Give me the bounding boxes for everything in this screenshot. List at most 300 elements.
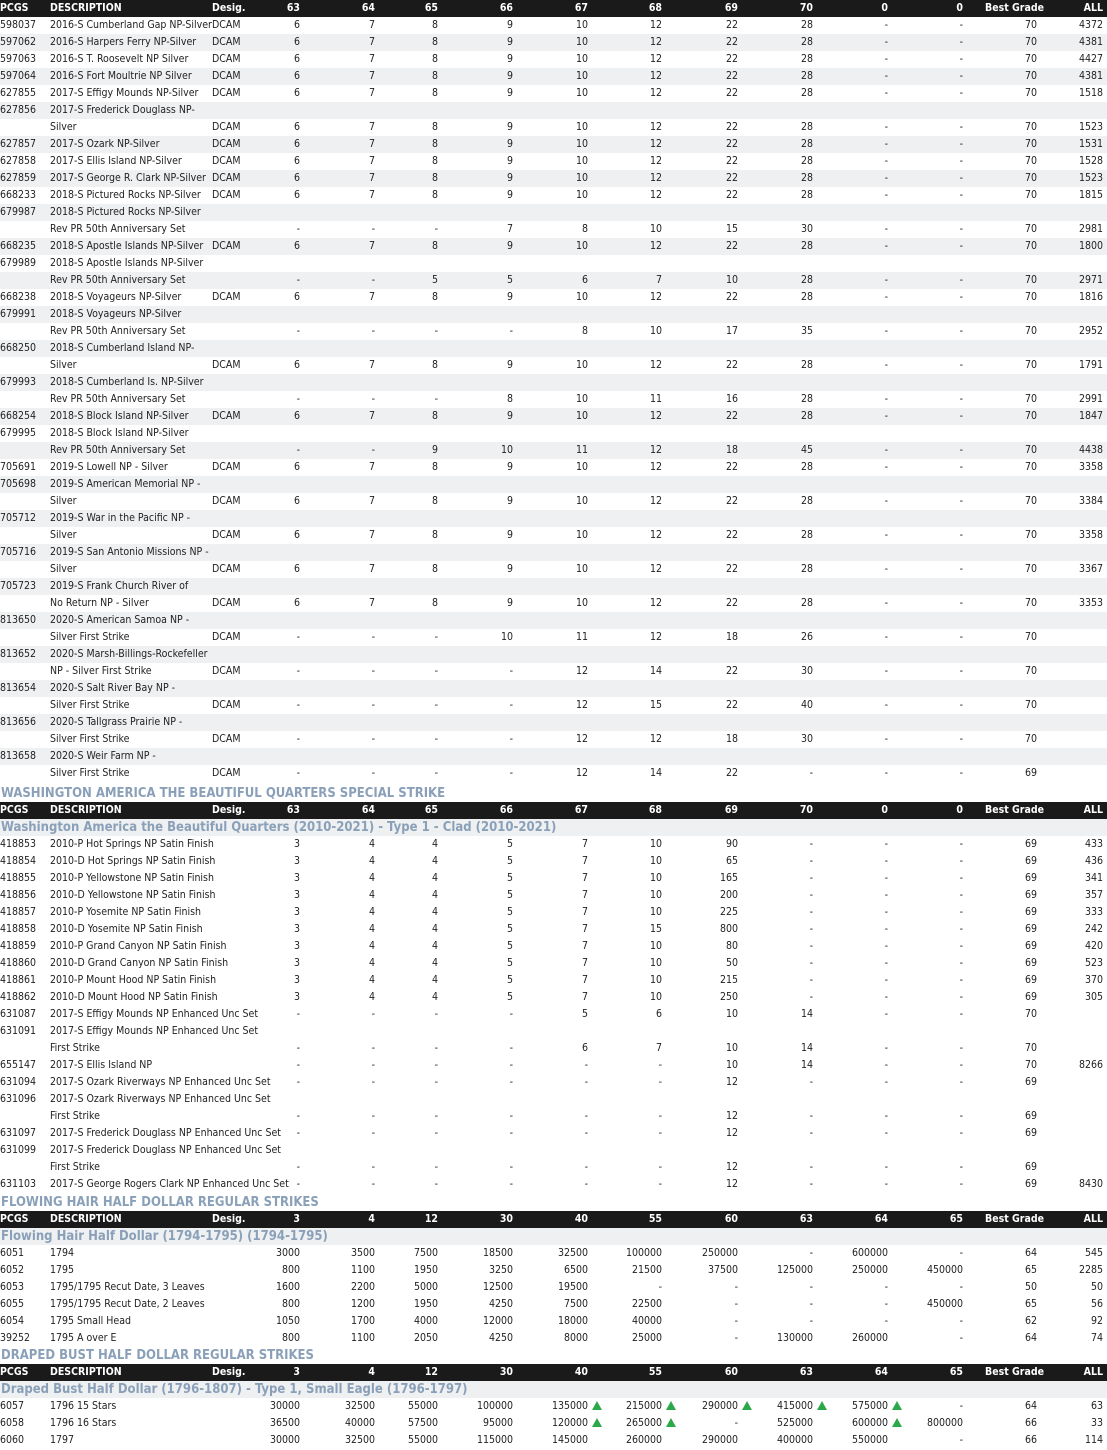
cell-text: 9 [506, 189, 513, 201]
grade-price [838, 68, 888, 85]
grade-price [325, 221, 375, 238]
grade-price [463, 1296, 513, 1313]
cell-text: 800 [281, 1264, 300, 1276]
grade-price [612, 221, 662, 238]
grade-price [763, 34, 813, 51]
cell-text: - [296, 325, 300, 337]
grade-price [463, 459, 513, 476]
pcgs-number [0, 408, 50, 425]
cell-text: 7 [368, 597, 375, 609]
column-header: ALL [1083, 2, 1103, 14]
grade-price [538, 1245, 588, 1262]
section-subtitle: Washington America the Beautiful Quarters (2010-2021) - Type 1 - Clad (2010-2021) [0, 819, 1107, 836]
population-all [1045, 921, 1103, 938]
cell-text: - [959, 36, 963, 48]
cell-text: 22 [725, 36, 738, 48]
grade-price [388, 1074, 438, 1091]
cell-text: 2018-S Voyageurs NP-Silver [50, 291, 182, 303]
cell-text: 5 [506, 940, 513, 952]
cell-text: 10 [575, 53, 588, 65]
cell-text: 8 [431, 155, 438, 167]
grade-price [250, 870, 300, 887]
cell-text: - [884, 461, 888, 473]
grade-price [688, 904, 738, 921]
column-header: 12 [424, 1366, 438, 1378]
cell-text: - [959, 274, 963, 286]
grade-price [463, 357, 513, 374]
grade-price [463, 870, 513, 887]
grade-price [388, 170, 438, 187]
cell-text: - [809, 923, 813, 935]
grade-price [388, 493, 438, 510]
table-row [0, 238, 1107, 255]
grade-price [838, 1330, 888, 1347]
best-grade [985, 221, 1037, 238]
population-all [1045, 989, 1103, 1006]
cell-text: 9 [506, 240, 513, 252]
cell-text: 600000 [851, 1247, 888, 1259]
column-header: 3 [293, 1366, 300, 1378]
grade-price [692, 1398, 760, 1415]
grade-price [325, 323, 375, 340]
cell-text: 5 [506, 974, 513, 986]
cell-text: - [959, 461, 963, 473]
best-grade [985, 357, 1037, 374]
grade-price [250, 595, 300, 612]
cell-text: 12 [649, 172, 662, 184]
grade-price [688, 1108, 738, 1125]
cell-text: - [959, 597, 963, 609]
cell-text: 12 [649, 529, 662, 541]
best-grade [985, 1125, 1037, 1142]
cell-text: - [959, 733, 963, 745]
cell-text: 32500 [344, 1400, 375, 1412]
grade-price [463, 1159, 513, 1176]
cell-text: 22 [725, 665, 738, 677]
grade-price [688, 1245, 738, 1262]
column-header: 63 [799, 1366, 813, 1378]
cell-text: 6 [293, 597, 300, 609]
cell-text: 12 [575, 699, 588, 711]
grade-price [838, 408, 888, 425]
grade-price [763, 170, 813, 187]
table-row [0, 459, 1107, 476]
cell-text: 10 [575, 410, 588, 422]
column-header: DESCRIPTION [50, 804, 122, 816]
cell-text: 12 [649, 19, 662, 31]
pcgs-number [0, 425, 50, 442]
cell-text: - [371, 1178, 375, 1190]
cell-text: 22 [725, 87, 738, 99]
grade-price [325, 1296, 375, 1313]
pcgs-number [0, 1262, 50, 1279]
cell-text: - [884, 495, 888, 507]
grade-price [325, 17, 375, 34]
cell-text: - [959, 1059, 963, 1071]
coin-description [50, 1074, 280, 1091]
cell-text: - [959, 495, 963, 507]
coin-description [50, 1279, 280, 1296]
grade-price [463, 323, 513, 340]
grade-price [842, 1398, 910, 1415]
column-header: 66 [499, 804, 513, 816]
cell-text: 6 [293, 121, 300, 133]
column-header: Best Grade [985, 2, 1044, 14]
cell-text: 2020-S Tallgrass Prairie NP - [50, 716, 183, 728]
cell-text: 74 [1090, 1332, 1103, 1344]
cell-text: 12 [575, 733, 588, 745]
grade-price [838, 1074, 888, 1091]
cell-text: 433 [1084, 838, 1103, 850]
grade-price [763, 595, 813, 612]
table-row [0, 853, 1107, 870]
population-all [1045, 972, 1103, 989]
coin-description [50, 836, 280, 853]
grade-price [913, 238, 963, 255]
grade-price [612, 731, 662, 748]
cell-text: 70 [1024, 138, 1037, 150]
grade-price [612, 697, 662, 714]
cell-text: 3250 [488, 1264, 513, 1276]
cell-text: 545 [1084, 1247, 1103, 1259]
cell-text: 5 [506, 889, 513, 901]
cell-text: 12 [649, 359, 662, 371]
cell-text: 3500 [350, 1247, 375, 1259]
cell-text: - [509, 1059, 513, 1071]
grade-price [463, 561, 513, 578]
grade-price [838, 85, 888, 102]
table-row [0, 972, 1107, 989]
cell-text: DCAM [212, 631, 241, 643]
grade-price [612, 629, 662, 646]
cell-text: 4 [431, 923, 438, 935]
grade-price [763, 1313, 813, 1330]
cell-text: - [884, 1059, 888, 1071]
best-grade [985, 1245, 1037, 1262]
best-grade [985, 1330, 1037, 1347]
grade-price [463, 1040, 513, 1057]
cell-text: 5 [506, 274, 513, 286]
section-title: WASHINGTON AMERICA THE BEAUTIFUL QUARTERS SPECIAL STRIKE [1, 786, 446, 801]
grade-price [913, 136, 963, 153]
pcgs-number [0, 17, 50, 34]
grade-price [838, 51, 888, 68]
grade-price [612, 595, 662, 612]
grade-price [763, 1330, 813, 1347]
grade-price [325, 663, 375, 680]
grade-price [250, 442, 300, 459]
grade-price [763, 887, 813, 904]
cell-text: - [371, 699, 375, 711]
cell-text: 3 [293, 974, 300, 986]
grade-price [325, 972, 375, 989]
grade-price [838, 955, 888, 972]
table-row [0, 136, 1107, 153]
population-all [1045, 870, 1103, 887]
cell-text: 70 [1024, 461, 1037, 473]
cell-text: 28 [800, 36, 813, 48]
cell-text: 2018-S Block Island NP-Silver [50, 410, 189, 422]
cell-text: - [884, 872, 888, 884]
cell-text: - [959, 767, 963, 779]
cell-text: 418860 [0, 957, 37, 969]
cell-text: 30 [800, 733, 813, 745]
cell-text: 69 [1024, 1178, 1037, 1190]
column-header: 67 [574, 2, 588, 14]
cell-text: 25000 [631, 1332, 662, 1344]
cell-text: - [371, 1076, 375, 1088]
cell-text: - [296, 274, 300, 286]
cell-text: 7 [581, 838, 588, 850]
column-header: 3 [293, 1213, 300, 1225]
grade-price [688, 170, 738, 187]
cell-text: - [809, 855, 813, 867]
grade-price [325, 170, 375, 187]
cell-text: - [584, 1127, 588, 1139]
cell-text: 45 [800, 444, 813, 456]
cell-text: 6 [293, 529, 300, 541]
cell-text: 6060 [0, 1434, 25, 1446]
cell-text: - [584, 1110, 588, 1122]
best-grade [985, 238, 1037, 255]
cell-text: 2018-S Cumberland Is. NP-Silver [50, 376, 204, 388]
grade-price [538, 221, 588, 238]
table-row [0, 1296, 1107, 1313]
grade-price [388, 1057, 438, 1074]
cell-text: 7 [368, 461, 375, 473]
column-header: 0 [956, 804, 963, 816]
cell-text: 10 [575, 240, 588, 252]
cell-text: 9 [431, 444, 438, 456]
cell-text: 10 [649, 957, 662, 969]
cell-text: DCAM [212, 767, 241, 779]
cell-text: 64 [1024, 1332, 1037, 1344]
grade-price [838, 289, 888, 306]
cell-text: - [509, 1127, 513, 1139]
cell-text: 7 [581, 940, 588, 952]
column-header: 30 [499, 1366, 513, 1378]
cell-text: 2016-S Fort Moultrie NP Silver [50, 70, 192, 82]
population-all [1045, 1398, 1103, 1415]
population-all [1045, 938, 1103, 955]
cell-text: 800000 [926, 1417, 963, 1429]
grade-price [388, 972, 438, 989]
cell-text: - [959, 172, 963, 184]
cell-text: - [296, 1178, 300, 1190]
population-all [1045, 442, 1103, 459]
grade-price [612, 1006, 662, 1023]
grade-price [688, 561, 738, 578]
grade-price [763, 1006, 813, 1023]
coin-description [50, 1330, 280, 1347]
cell-text: DCAM [212, 699, 241, 711]
cell-text: - [809, 1247, 813, 1259]
column-header: 63 [286, 804, 300, 816]
grade-price [388, 238, 438, 255]
cell-text: 70 [1024, 597, 1037, 609]
cell-text: 12 [649, 563, 662, 575]
table-row [0, 578, 1107, 595]
best-grade [985, 595, 1037, 612]
pcgs-number [0, 972, 50, 989]
grade-price [913, 1330, 963, 1347]
cell-text: 12 [649, 495, 662, 507]
grade-price [538, 853, 588, 870]
population-all [1045, 289, 1103, 306]
best-grade [985, 629, 1037, 646]
cell-text: - [959, 19, 963, 31]
grade-price [913, 765, 963, 782]
column-header: 60 [724, 1213, 738, 1225]
grade-price [763, 1262, 813, 1279]
cell-text: 32500 [344, 1434, 375, 1446]
cell-text: - [734, 1315, 738, 1327]
cell-text: 3 [293, 923, 300, 935]
cell-text: 7 [368, 138, 375, 150]
grade-price [325, 1040, 375, 1057]
grade-price [250, 323, 300, 340]
table-row [0, 921, 1107, 938]
cell-text: 28 [800, 87, 813, 99]
cell-text: 5 [506, 906, 513, 918]
cell-text: 7 [581, 974, 588, 986]
table-row [0, 1057, 1107, 1074]
column-header: 12 [424, 1213, 438, 1225]
coin-description [50, 1313, 280, 1330]
grade-price [538, 1176, 588, 1193]
cell-text: 11 [649, 393, 662, 405]
grade-price [463, 1245, 513, 1262]
best-grade [985, 904, 1037, 921]
table-row [0, 870, 1107, 887]
coin-description [50, 374, 280, 391]
best-grade [985, 697, 1037, 714]
coin-description [50, 1057, 280, 1074]
cell-text: 10 [649, 325, 662, 337]
grade-price [612, 289, 662, 306]
section-title: DRAPED BUST HALF DOLLAR REGULAR STRIKES [1, 1348, 314, 1363]
grade-price [538, 731, 588, 748]
grade-price [688, 629, 738, 646]
column-header: Desig. [212, 2, 246, 14]
column-header: ALL [1083, 1366, 1103, 1378]
grade-price [463, 493, 513, 510]
cell-text: - [884, 838, 888, 850]
cell-text: 2017-S Effigy Mounds NP Enhanced Unc Set [50, 1008, 259, 1020]
cell-text: 200 [719, 889, 738, 901]
cell-text: 7 [581, 872, 588, 884]
cell-text: DCAM [212, 189, 241, 201]
grade-price [688, 136, 738, 153]
grade-price [250, 955, 300, 972]
table-row [0, 1074, 1107, 1091]
grade-price [325, 1313, 375, 1330]
best-grade [985, 870, 1037, 887]
cell-text: - [959, 410, 963, 422]
grade-price [688, 1296, 738, 1313]
grade-price [838, 629, 888, 646]
grade-price [838, 1245, 888, 1262]
cell-text: 1050 [275, 1315, 300, 1327]
grade-price [325, 870, 375, 887]
coin-description [50, 1142, 280, 1159]
grade-price [463, 17, 513, 34]
cell-text: Silver First Strike [50, 699, 130, 711]
cell-text: - [959, 991, 963, 1003]
coin-description [50, 955, 280, 972]
cell-text: 8 [431, 19, 438, 31]
cell-text: - [296, 733, 300, 745]
cell-text: - [884, 121, 888, 133]
grade-price [913, 119, 963, 136]
cell-text: - [884, 444, 888, 456]
column-header: PCGS [0, 1213, 29, 1225]
cell-text: 2017-S Frederick Douglass NP Enhanced Unc Set [50, 1144, 281, 1156]
cell-text: - [959, 1161, 963, 1173]
cell-text: 2019-S War in the Pacific NP - [50, 512, 191, 524]
grade-price [612, 904, 662, 921]
grade-price [463, 1074, 513, 1091]
cell-text: 28 [800, 410, 813, 422]
cell-text: 22 [725, 410, 738, 422]
grade-price [388, 561, 438, 578]
cell-text: 627856 [0, 104, 37, 116]
pcgs-number [0, 748, 50, 765]
cell-text: 598037 [0, 19, 37, 31]
grade-price [913, 1125, 963, 1142]
grade-price [388, 527, 438, 544]
table-row [0, 544, 1107, 561]
cell-text: - [371, 274, 375, 286]
grade-price [838, 595, 888, 612]
cell-text: 165 [719, 872, 738, 884]
grade-price [913, 629, 963, 646]
cell-text: - [884, 410, 888, 422]
grade-price [612, 765, 662, 782]
grade-price [325, 1176, 375, 1193]
grade-price [463, 629, 513, 646]
grade-price [612, 34, 662, 51]
column-header: 69 [724, 804, 738, 816]
cell-text: 9 [506, 495, 513, 507]
grade-price [463, 1006, 513, 1023]
cell-text: 8 [431, 563, 438, 575]
population-all [1045, 85, 1103, 102]
grade-price [688, 442, 738, 459]
cell-text: - [959, 325, 963, 337]
cell-text: 21500 [631, 1264, 662, 1276]
cell-text: - [959, 240, 963, 252]
grade-price [838, 989, 888, 1006]
cell-text: 4 [431, 838, 438, 850]
table-row [0, 1398, 1107, 1415]
cell-text: - [809, 1127, 813, 1139]
cell-text: - [584, 1076, 588, 1088]
cell-text: 70 [1024, 70, 1037, 82]
cell-text: - [584, 1161, 588, 1173]
cell-text: 4 [368, 974, 375, 986]
column-header: 65 [949, 1366, 963, 1378]
grade-price [463, 442, 513, 459]
cell-text: 15 [725, 223, 738, 235]
best-grade [985, 17, 1037, 34]
grade-price [688, 408, 738, 425]
cell-text: 4 [368, 889, 375, 901]
grade-price [388, 1313, 438, 1330]
cell-text: 80 [725, 940, 738, 952]
cell-text: 30 [800, 223, 813, 235]
column-header: Desig. [212, 1366, 246, 1378]
